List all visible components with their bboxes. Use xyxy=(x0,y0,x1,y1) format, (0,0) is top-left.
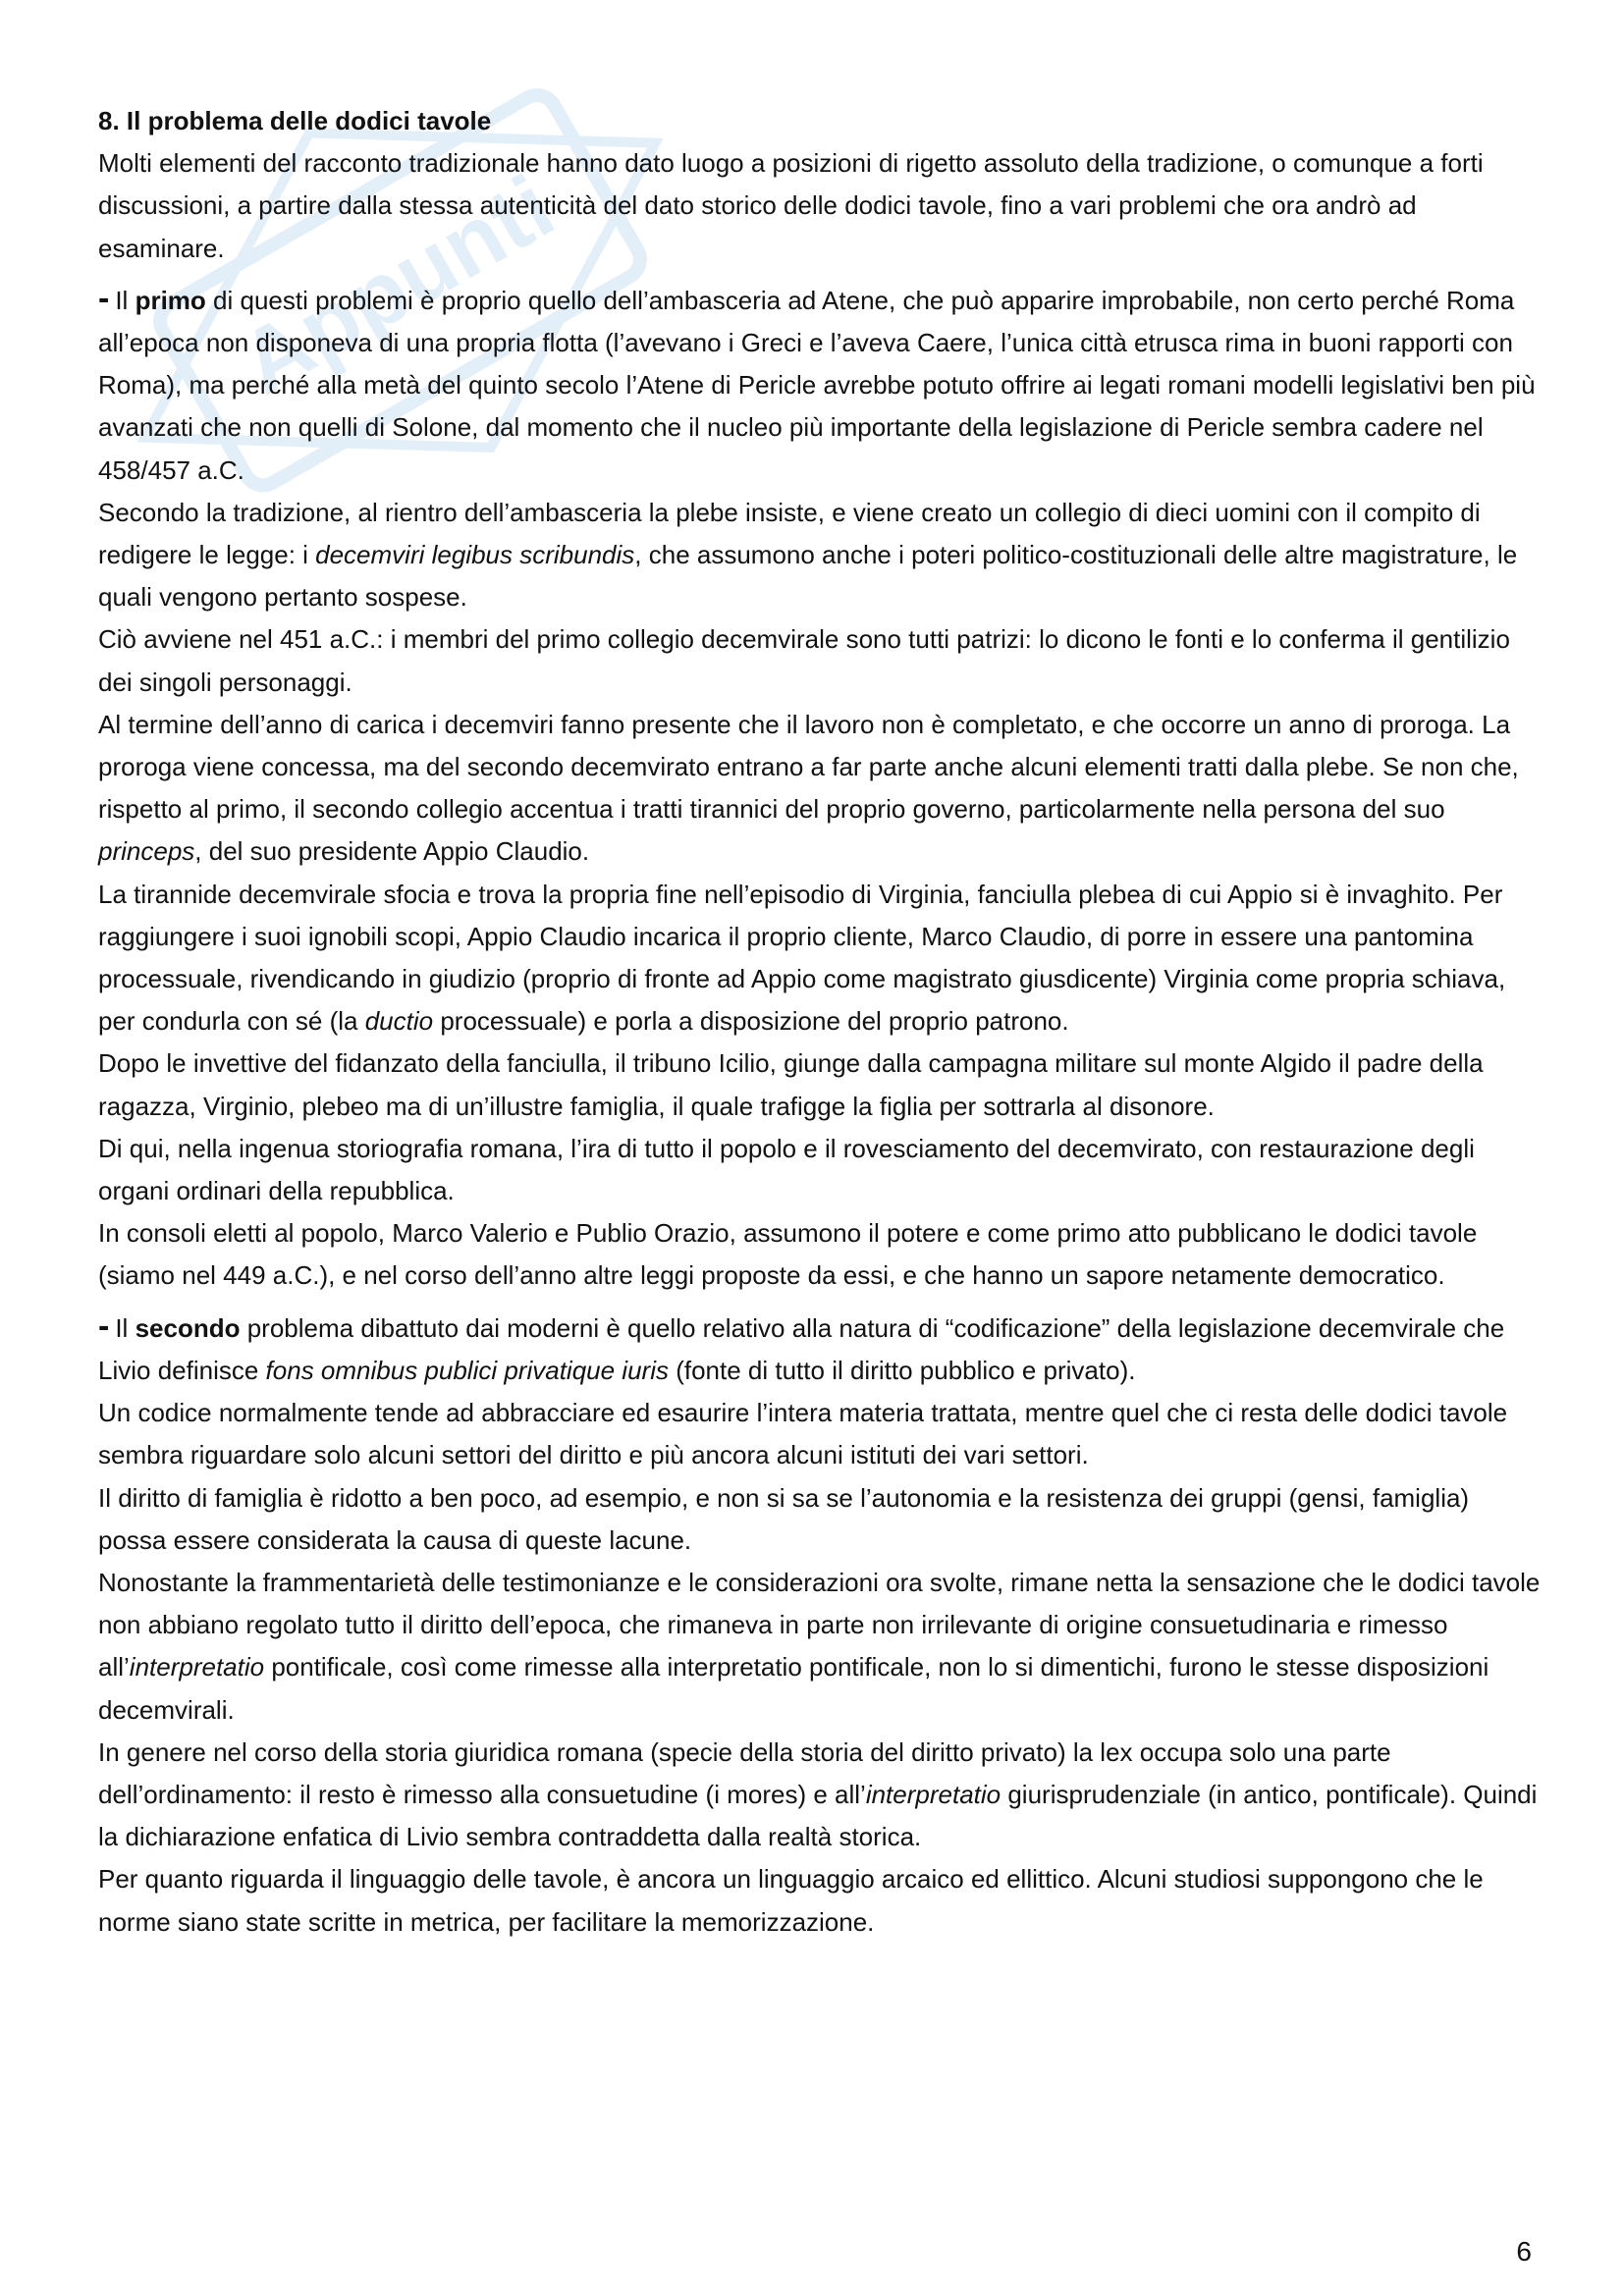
document-body xyxy=(98,100,1542,1944)
term-interpretatio: interpretatio xyxy=(865,1779,1001,1809)
paragraph-invettive: Dopo le invettive del fidanzato della fanciulla, il tribuno Icilio, giunge dalla campagna militare sul monte Algido il padre della ragazza, Virginio, plebeo ma di un’illustre famiglia, il quale trafigge la figlia per sottrarla al disonore. xyxy=(98,1048,1484,1121)
bullet-dash: - xyxy=(98,279,110,317)
paragraph-second-problem: - Il secondo problema dibattuto dai moderni è quello relativo alla natura di “codificazione” della legislazione decemvirale che Livio definisce fons omnibus publici privatique iuris (fonte di tutto il diritto pubblico e privato). xyxy=(98,1307,1505,1385)
paragraph-intro: Molti elementi del racconto tradizionale hanno dato luogo a posizioni di rigetto assoluto della tradizione, o comunque a forti discussioni, a partire dalla stessa autenticità del dato storico delle dodici tavole, fino a vari problemi che ora andrò ad esaminare. xyxy=(98,148,1484,263)
paragraph-ira: Di qui, nella ingenua storiografia romana, l’ira di tutto il popolo e il rovesciamento del decemvirato, con restaurazione degli organi ordinari della repubblica. xyxy=(98,1133,1475,1206)
paragraph-codice: Un codice normalmente tende ad abbracciare ed esaurire l’intera materia trattata, mentre quel che ci resta delle dodici tavole sembra riguardare solo alcuni settori del diritto e più ancora alcuni istituti dei vari settori. xyxy=(98,1398,1508,1470)
term-interpretatio: interpretatio xyxy=(129,1652,265,1682)
paragraph-tradizione: Secondo la tradizione, al rientro dell’ambasceria la plebe insiste, e viene creato un collegio di dieci uomini con il compito di redigere le legge: i decemviri legibus scribundis, che assumono anche i poteri politico-costituzionali delle altre magistrature, le quali vengono pertanto sospese. xyxy=(98,497,1518,613)
section-heading: 8. Il problema delle dodici tavole xyxy=(98,106,492,135)
paragraph-first-problem: - Il primo di questi problemi è proprio quello dell’ambasceria ad Atene, che può apparire improbabile, non certo perché Roma all’epoca non disponeva di una propria flotta (l’avevano i Greci e l’aveva Caere, l’unica città etrusca rima in buoni rapporti con Roma), ma perché alla metà del quinto secolo l’Atene di Pericle avrebbe potuto offrire ai legati romani modelli legislativi ben più avanzati che non quelli di Solone, dal momento che il nucleo più importante della legislazione di Pericle sembra cadere nel 458/457 a.C. xyxy=(98,279,1536,485)
paragraph-nonostante: Nonostante la frammentarietà delle testimonianze e le considerazioni ora svolte, rimane netta la sensazione che le dodici tavole non abbiano regolato tutto il diritto dell’epoca, che rimaneva in parte non irrilevante di origine consuetudinaria e rimesso all’interpretatio pontificale, così come rimesse alla interpretatio pontificale, non lo si dimentichi, furono le stesse disposizioni decemvirali. xyxy=(98,1567,1541,1725)
term-decemviri: decemviri legibus scribundis xyxy=(315,540,635,570)
paragraph-451: Ciò avviene nel 451 a.C.: i membri del primo collegio decemvirale sono tutti patrizi: lo dicono le fonti e lo conferma il gentilizio dei singoli personaggi. xyxy=(98,624,1510,697)
term-fons-omnibus: fons omnibus publici privatique iuris xyxy=(265,1355,669,1385)
keyword-secondo: secondo xyxy=(135,1312,241,1343)
paragraph-virginia: La tirannide decemvirale sfocia e trova la propria fine nell’episodio di Virginia, fanciulla plebea di cui Appio si è invaghito. Per raggiungere i suoi ignobili scopi, Appio Claudio incarica il proprio cliente, Marco Claudio, di porre in essere una pantomina processuale, rivendicando in giudizio (proprio di fronte ad Appio come magistrato giusdicente) Virginia come propria schiava, per condurla con sé (la ductio processuale) e porla a disposizione del proprio patrono. xyxy=(98,879,1506,1037)
watermark-text: Appunti xyxy=(224,156,570,414)
term-princeps: princeps xyxy=(98,836,195,867)
paragraph-genere: In genere nel corso della storia giuridica romana (specie della storia del diritto privato) la lex occupa solo una parte dell’ordinamento: il resto è rimesso alla consuetudine (i mores) e all’interpretatio giurisprudenziale (in antico, pontificale). Quindi la dichiarazione enfatica di Livio sembra contraddetta dalla realtà storica. xyxy=(98,1736,1538,1852)
term-ductio: ductio xyxy=(364,1006,434,1037)
paragraph-consoli: In consoli eletti al popolo, Marco Valerio e Publio Orazio, assumono il potere e come primo atto pubblicano le dodici tavole (siamo nel 449 a.C.), e nel corso dell’anno altre leggi proposte da essi, e che hanno un sapore netamente democratico. xyxy=(98,1218,1478,1291)
paragraph-linguaggio: Per quanto riguarda il linguaggio delle tavole, è ancora un linguaggio arcaico ed ellittico. Alcuni studiosi suppongono che le norme siano state scritte in metrica, per facilitare la memorizzazione. xyxy=(98,1864,1484,1937)
paragraph-proroga: Al termine dell’anno di carica i decemviri fanno presente che il lavoro non è completato, e che occorre un anno di proroga. La proroga viene concessa, ma del secondo decemvirato entrano a far parte anche alcuni elementi tratti dalla plebe. Se non che, rispetto al primo, il secondo collegio accentua i tratti tirannici del proprio governo, particolarmente nella persona del suo princeps, del suo presidente Appio Claudio. xyxy=(98,709,1519,867)
keyword-primo: primo xyxy=(135,285,206,315)
bullet-dash: - xyxy=(98,1307,110,1345)
page-number: 6 xyxy=(1516,2236,1532,2267)
paragraph-famiglia: Il diritto di famiglia è ridotto a ben poco, ad esempio, e non si sa se l’autonomia e la resistenza dei gruppi (gensi, famiglia) possa essere considerata la causa di queste lacune. xyxy=(98,1482,1470,1555)
